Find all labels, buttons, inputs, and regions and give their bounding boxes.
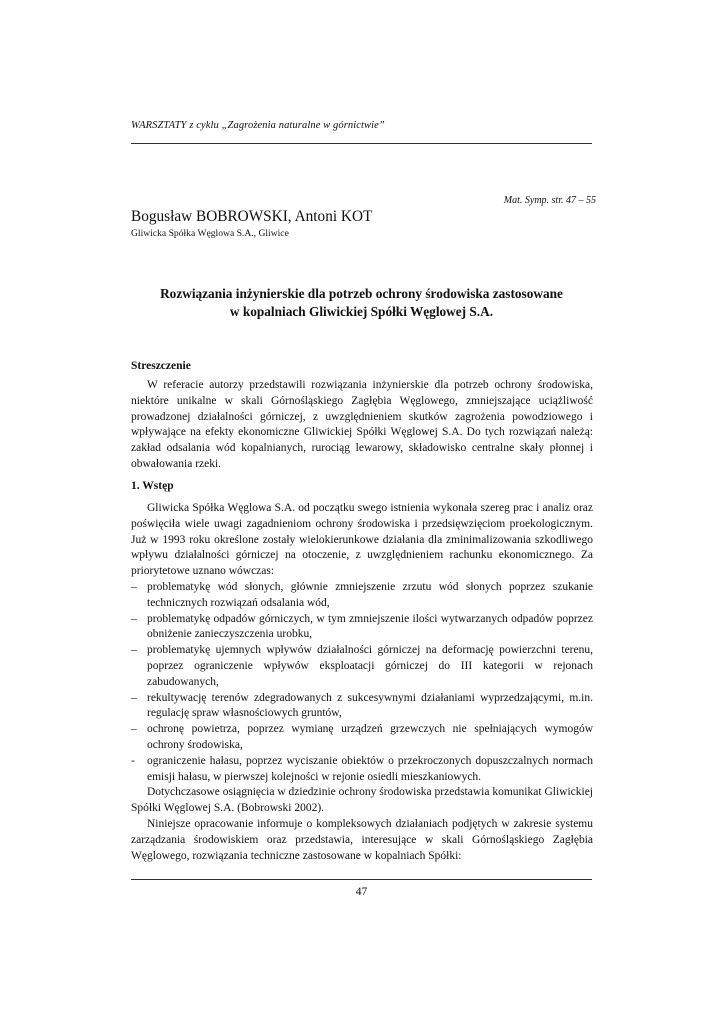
page-number: 47 <box>355 886 368 898</box>
priority-list <box>131 580 593 785</box>
list-item-text: problematykę wód słonych, głównie zmniejszenie zrzutu wód słonych poprzez szukanie technicznych rozwiązań odsalania wód, <box>147 580 593 609</box>
intro-body <box>131 501 593 864</box>
list-marker: – <box>131 691 137 704</box>
title-line: w kopalniach Gliwickiej Spółki Węglowej S.A. <box>229 304 494 319</box>
intro-paragraph: Gliwicka Spółka Węglowa S.A. od początku swego istnienia wykonała szereg prac i analiz oraz poświęciła wiele uwagi zagadnieniom ochrony środowiska i przedsięwzięciom proekologicznym. Już w 1993 roku określone zostały wielokierunkowe działania dla zminimalizowania szkodliwego wpływu działalności górniczej na otoczenie, z uwzględnieniem rachunku ekonomicznego. Za priorytetowe uznano wówczas: <box>131 502 593 578</box>
list-marker: - <box>131 754 135 767</box>
list-item-text: problematykę ujemnych wpływów działalności górniczej na deformację powierzchni terenu, poprzez ograniczenie wpływów eksploatacji górniczej do III kategorii w rejonach zabudowanych, <box>147 644 593 688</box>
abstract-heading: Streszczenie <box>131 360 191 372</box>
footer-rule <box>131 879 592 880</box>
section-heading-intro: 1. Wstęp <box>131 480 174 492</box>
achievements-paragraph: Dotychczasowe osiągnięcia w dziedzinie ochrony środowiska przedstawia komunikat Gliwickiej Spółki Węglowej S.A. (Bobrowski 2002). <box>131 786 593 815</box>
list-item-text: ograniczenie hałasu, poprzez wyciszanie obiektów o przekroczonych dopuszczalnych normach emisji hałasu, w pierwszej kolejności w rejonie osiedli mieszkaniowych. <box>147 754 593 783</box>
list-item <box>131 612 593 644</box>
list-marker: – <box>131 612 137 625</box>
symposium-reference: Mat. Symp. str. 47 – 55 <box>503 195 596 206</box>
paper-title <box>131 285 592 321</box>
list-item-text: rekultywację terenów zdegradowanych z sukcesywnymi działaniami wyprzedzającymi, m.in. regulację spraw własnościowych gruntów, <box>147 691 593 720</box>
list-item-text: problematykę odpadów górniczych, w tym zmniejszenie ilości wytwarzanych odpadów poprzez obniżenie zanieczyszczenia urobku, <box>147 612 593 641</box>
title-line: Rozwiązania inżynierskie dla potrzeb ochrony środowiska zastosowane <box>160 286 563 301</box>
list-marker: – <box>131 644 137 657</box>
running-header: WARSZTATY z cyklu „Zagrożenia naturalne w górnictwie” <box>131 120 385 131</box>
list-marker: – <box>131 580 137 593</box>
authors: Bogusław BOBROWSKI, Antoni KOT <box>131 208 373 225</box>
abstract-body <box>131 378 593 473</box>
list-item-text: ochronę powietrza, poprzez wymianę urządzeń grzewczych nie spełniających wymogów ochrony środowiska, <box>147 723 593 751</box>
list-item <box>131 722 593 754</box>
list-item <box>131 691 593 723</box>
list-item <box>131 643 593 690</box>
list-marker: – <box>131 723 137 736</box>
scope-paragraph: Niniejsze opracowanie informuje o kompleksowych działaniach podjętych w zakresie systemu zarządzania środowiskiem oraz przedstawia, interesujące w skali Górnośląskiego Zagłębia Węglowego, rozwiązania techniczne zastosowane w kopalniach Spółki: <box>131 817 593 862</box>
list-item <box>131 754 593 786</box>
list-item <box>131 580 593 612</box>
abstract-paragraph: W referacie autorzy przedstawili rozwiązania inżynierskie dla potrzeb ochrony środowiska, niektóre unikalne w skali Górnośląskiego Zagłębia Węglowego, zmniejszające uciążliwość prowadzonej działalności górniczej, z uwzględnieniem skutków zagrożenia powodziowego i wpływające na efekty ekonomiczne Gliwickiej Spółki Węglowej S.A. Do tych rozwiązań należą: zakład odsalania wód kopalnianych, rurociąg lewarowy, składowisko centralne skały płonnej i obwałowania rzeki. <box>131 379 593 470</box>
affiliation: Gliwicka Spółka Węglowa S.A., Gliwice <box>131 228 289 239</box>
header-rule <box>131 143 592 144</box>
